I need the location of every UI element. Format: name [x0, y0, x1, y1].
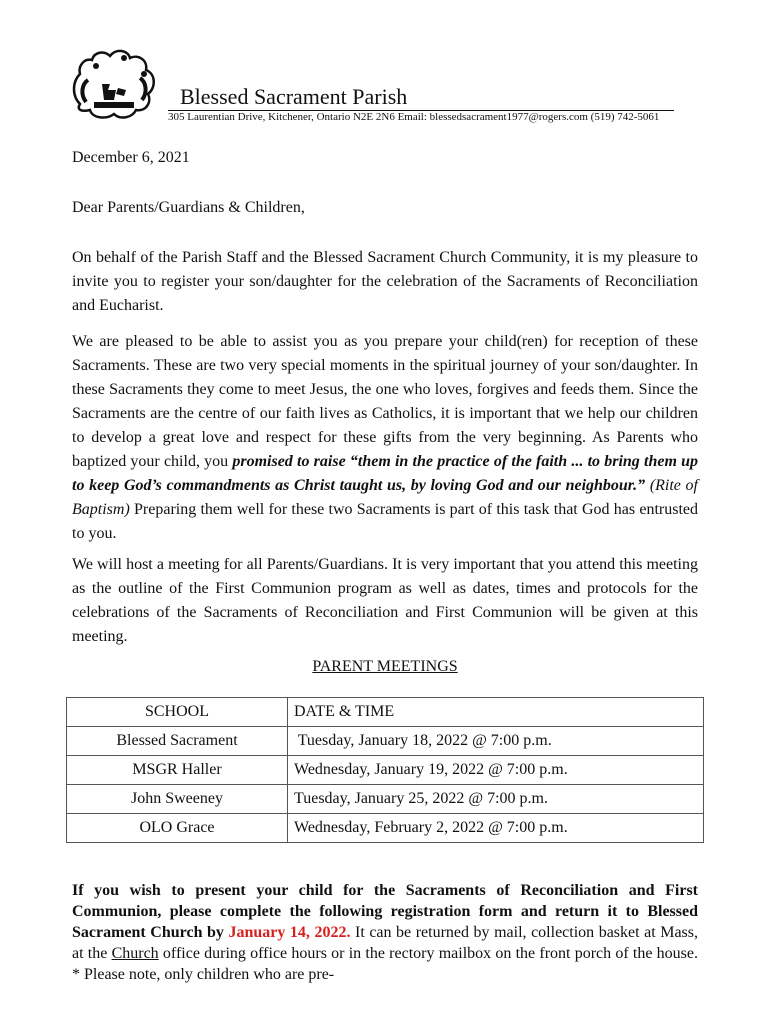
datetime-cell: Wednesday, February 2, 2022 @ 7:00 p.m.: [288, 814, 704, 843]
paragraph-sacraments-text: We are pleased to be able to assist you as you prepare your child(ren) for reception of these Sacraments. These are two very special moments in the spiritual journey of your son/daughter. In these Sacraments they come to meet Jesus, the one who loves, forgives and feeds them. Since the Sacraments are the centre of our faith lives as Catholics, it is important that we help our children to develop a great love and respect for these gifts from the very beginning. As Parents who baptized your child, you: [72, 333, 698, 470]
parish-logo-icon: [66, 44, 162, 120]
registration-instructions: [72, 880, 698, 985]
table-row: [67, 785, 704, 814]
table-header-row: [67, 698, 704, 727]
table-row: [67, 814, 704, 843]
letter-date: December 6, 2021: [72, 149, 190, 166]
parent-meetings-table: [66, 697, 704, 843]
header-datetime: DATE & TIME: [288, 698, 704, 727]
letter-greeting: Dear Parents/Guardians & Children,: [72, 199, 305, 216]
school-cell: OLO Grace: [67, 814, 288, 843]
paragraph-sacraments-end: Preparing them well for these two Sacraments is part of this task that God has entrusted to you.: [72, 501, 698, 542]
datetime-cell: Tuesday, January 18, 2022 @ 7:00 p.m.: [288, 727, 704, 756]
parish-address: 305 Laurentian Drive, Kitchener, Ontario N2E 2N6 Email: blessedsacrament1977@rogers.com (519) 742-5061: [168, 111, 660, 123]
datetime-cell: Wednesday, January 19, 2022 @ 7:00 p.m.: [288, 756, 704, 785]
parish-name: Blessed Sacrament Parish: [168, 84, 674, 111]
registration-deadline: January 14, 2022.: [228, 924, 351, 941]
paragraph-meeting: We will host a meeting for all Parents/Guardians. It is very important that you attend this meeting as the outline of the First Communion program as well as dates, times and protocols for the celebrations of the Sacraments of Reconciliation and First Communion will be given at this meeting.: [72, 556, 698, 645]
church-word: Church: [111, 945, 159, 962]
paragraph-invitation: On behalf of the Parish Staff and the Blessed Sacrament Church Community, it is my pleasure to invite you to register your son/daughter for the celebration of the Sacraments of Reconciliation and Eucharist.: [72, 249, 698, 314]
parent-meetings-heading-text: PARENT MEETINGS: [312, 658, 458, 675]
registration-text-a: It can be returned by mail, collection basket at Mass, at the: [72, 924, 698, 962]
paragraph-sacraments: [72, 330, 698, 546]
datetime-cell: Tuesday, January 25, 2022 @ 7:00 p.m.: [288, 785, 704, 814]
registration-text-b: office during office hours or in the rectory mailbox on the front porch of the house. * Please note, only children who are pre-: [72, 945, 699, 983]
header-school: SCHOOL: [67, 698, 288, 727]
registration-bold-text: If you wish to present your child for the Sacraments of Reconciliation and First Communion, please complete the following registration form and return it to Blessed Sacrament Church by: [72, 882, 698, 941]
parent-meetings-heading: [0, 656, 770, 678]
table-row: [67, 756, 704, 785]
school-cell: Blessed Sacrament: [67, 727, 288, 756]
table-row: [67, 727, 704, 756]
rite-of-baptism-citation: (Rite of Baptism): [72, 477, 699, 518]
school-cell: John Sweeney: [67, 785, 288, 814]
baptism-promise-quote: promised to raise “them in the practice of the faith ... to bring them up to keep God’s commandments as Christ taught us, by loving God and our neighbour.”: [72, 453, 698, 494]
school-cell: MSGR Haller: [67, 756, 288, 785]
